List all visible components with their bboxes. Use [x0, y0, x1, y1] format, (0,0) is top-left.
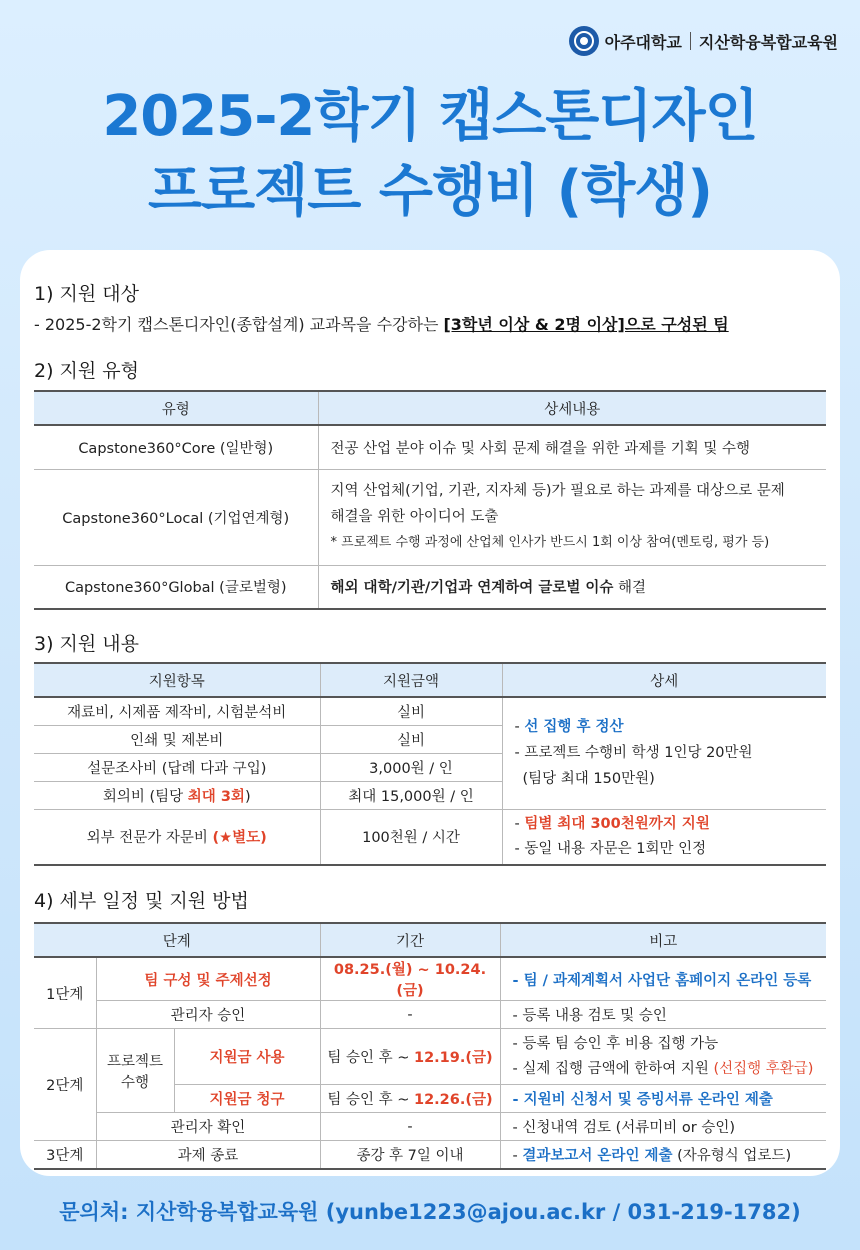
dash: - [514, 815, 525, 832]
table-row [34, 425, 826, 469]
item-cell [34, 781, 320, 809]
item-cell: 재료비, 시제품 제작비, 시험분석비 [34, 697, 320, 725]
item-text-end: ) [244, 788, 251, 805]
table-row [34, 697, 826, 725]
divider [690, 32, 691, 50]
detail-highlight: 팀별 최대 300천원까지 지원 [524, 815, 710, 832]
note-cell: - 팀 / 과제계획서 사업단 홈페이지 온라인 등록 [500, 957, 826, 1001]
section1-text-pre: - 2025-2학기 캡스톤디자인(종합설계) 교과목을 수강하는 [34, 315, 444, 334]
section3-heading: 3) 지원 내용 [34, 633, 139, 655]
table-row [34, 809, 826, 865]
note-cell [500, 1141, 826, 1169]
col-header-item: 지원항목 [34, 663, 320, 697]
detail-cell [502, 697, 826, 809]
amount-cell: 3,000원 / 인 [320, 753, 502, 781]
university-seal-icon [569, 26, 599, 56]
item-cell [34, 809, 320, 865]
amount-cell: 최대 15,000원 / 인 [320, 781, 502, 809]
stage-cell: 2단계 [34, 1029, 96, 1141]
section1-text-bold: [3학년 이상 & 2명 이상]으로 구성된 팀 [443, 315, 729, 334]
type-cell: Capstone360°Global (글로벌형) [34, 565, 318, 609]
note-text: - 실제 집행 금액에 한하여 지원 [512, 1060, 714, 1077]
period-cell [320, 1085, 500, 1113]
detail-line3: (팀당 최대 150만원) [522, 771, 655, 788]
table-row [34, 1113, 826, 1141]
detail-line2: - 프로젝트 수행비 학생 1인당 20만원 [514, 745, 753, 762]
item-highlight: 최대 3회 [187, 788, 245, 805]
institute-name: 지산학융복합교육원 [698, 32, 838, 52]
detail-line1 [515, 812, 827, 837]
amount-cell: 실비 [320, 697, 502, 725]
item-cell: 설문조사비 (답례 다과 구입) [34, 753, 320, 781]
table-row [34, 469, 826, 565]
detail-normal: 해결 [613, 580, 647, 597]
period-date: 12.26.(금) [413, 1092, 493, 1108]
col-header-note: 비고 [500, 923, 826, 957]
section1-heading: 1) 지원 대상 [34, 283, 139, 305]
table-row [34, 1001, 826, 1029]
detail-cell [502, 809, 826, 865]
task-cell: 팀 구성 및 주제선정 [96, 957, 320, 1001]
col-header-stage: 단계 [34, 923, 320, 957]
detail-line1: 지역 산업체(기업, 기관, 지자체 등)가 필요로 하는 과제를 대상으로 문제 [330, 483, 785, 499]
task-cell: 관리자 확인 [96, 1113, 320, 1141]
detail-line2: 해결을 위한 아이디어 도출 [330, 509, 499, 525]
amount-cell: 100천원 / 시간 [320, 809, 502, 865]
note-text: (자유형식 업로드) [672, 1147, 792, 1164]
task-cell: 지원금 청구 [174, 1085, 320, 1113]
header-logo [569, 26, 838, 56]
period-cell: - [320, 1001, 500, 1029]
support-content-table [34, 662, 826, 866]
note-cell: - 신청내역 검토 (서류미비 or 승인) [500, 1113, 826, 1141]
dash: - [514, 719, 525, 736]
task-cell: 지원금 사용 [174, 1029, 320, 1085]
detail-line2: - 동일 내용 자문은 1회만 인정 [514, 840, 707, 857]
table-row [34, 1141, 826, 1169]
period-cell [320, 1029, 500, 1085]
detail-bold: 해외 대학/기관/기업과 연계하여 글로벌 이슈 [330, 580, 614, 597]
period-cell: 종강 후 7일 이내 [320, 1141, 500, 1169]
detail-cell [318, 469, 826, 565]
detail-note: * 프로젝트 수행 과정에 산업체 인사가 반드시 1회 이상 참여(멘토링, 평가 등) [330, 535, 770, 550]
page-title-line2: 프로젝트 수행비 (학생) [147, 159, 713, 224]
support-type-table [34, 390, 826, 610]
note-highlight: 결과보고서 온라인 제출 [522, 1147, 673, 1164]
section2-heading: 2) 지원 유형 [34, 360, 139, 382]
table-header-row [34, 391, 826, 425]
note-cell [500, 1029, 826, 1085]
detail-line1 [515, 714, 827, 740]
table-row [34, 957, 826, 1001]
type-cell: Capstone360°Core (일반형) [34, 425, 318, 469]
task-cell: 관리자 승인 [96, 1001, 320, 1029]
item-text: 회의비 (팀당 [102, 788, 188, 805]
table-row [34, 565, 826, 609]
col-header-amount: 지원금액 [320, 663, 502, 697]
note-cell: - 등록 내용 검토 및 승인 [500, 1001, 826, 1029]
note-highlight: (선집행 후환급) [713, 1060, 814, 1077]
note-cell: - 지원비 신청서 및 증빙서류 온라인 제출 [500, 1085, 826, 1113]
item-highlight: (★별도) [212, 830, 267, 847]
note-line2 [513, 1057, 827, 1082]
note-line1: - 등록 팀 승인 후 비용 집행 가능 [512, 1035, 719, 1052]
section1-text [34, 312, 729, 335]
stage-cell: 3단계 [34, 1141, 96, 1169]
col-header-period: 기간 [320, 923, 500, 957]
period-cell: - [320, 1113, 500, 1141]
period-date: 12.19.(금) [413, 1050, 493, 1066]
detail-cell: 전공 산업 분야 이슈 및 사회 문제 해결을 위한 과제를 기획 및 수행 [318, 425, 826, 469]
col-header-detail: 상세내용 [318, 391, 826, 425]
detail-cell [318, 565, 826, 609]
stage-cell: 1단계 [34, 957, 96, 1029]
contact-footer: 문의처: 지산학융복합교육원 (yunbe1223@ajou.ac.kr / 031-219-1782) [59, 1200, 801, 1224]
col-header-detail: 상세 [502, 663, 826, 697]
item-text: 외부 전문가 자문비 [86, 830, 213, 847]
amount-cell: 실비 [320, 725, 502, 753]
page-title-line1: 2025-2학기 캡스톤디자인 [102, 84, 758, 149]
schedule-table [34, 922, 826, 1170]
section4-heading: 4) 세부 일정 및 지원 방법 [34, 890, 249, 912]
table-header-row [34, 663, 826, 697]
period-cell: 08.25.(월) ~ 10.24.(금) [320, 957, 500, 1001]
type-cell: Capstone360°Local (기업연계형) [34, 469, 318, 565]
item-cell: 인쇄 및 제본비 [34, 725, 320, 753]
dash: - [512, 1147, 523, 1164]
period-text: 팀 승인 후 ~ [327, 1092, 414, 1108]
table-header-row [34, 923, 826, 957]
university-name: 아주대학교 [604, 32, 682, 52]
table-row [34, 1029, 826, 1085]
period-text: 팀 승인 후 ~ [327, 1050, 414, 1066]
col-header-type: 유형 [34, 391, 318, 425]
detail-highlight: 선 집행 후 정산 [524, 719, 624, 736]
task-cell: 과제 종료 [96, 1141, 320, 1169]
sub-stage-cell: 프로젝트 수행 [96, 1029, 174, 1113]
